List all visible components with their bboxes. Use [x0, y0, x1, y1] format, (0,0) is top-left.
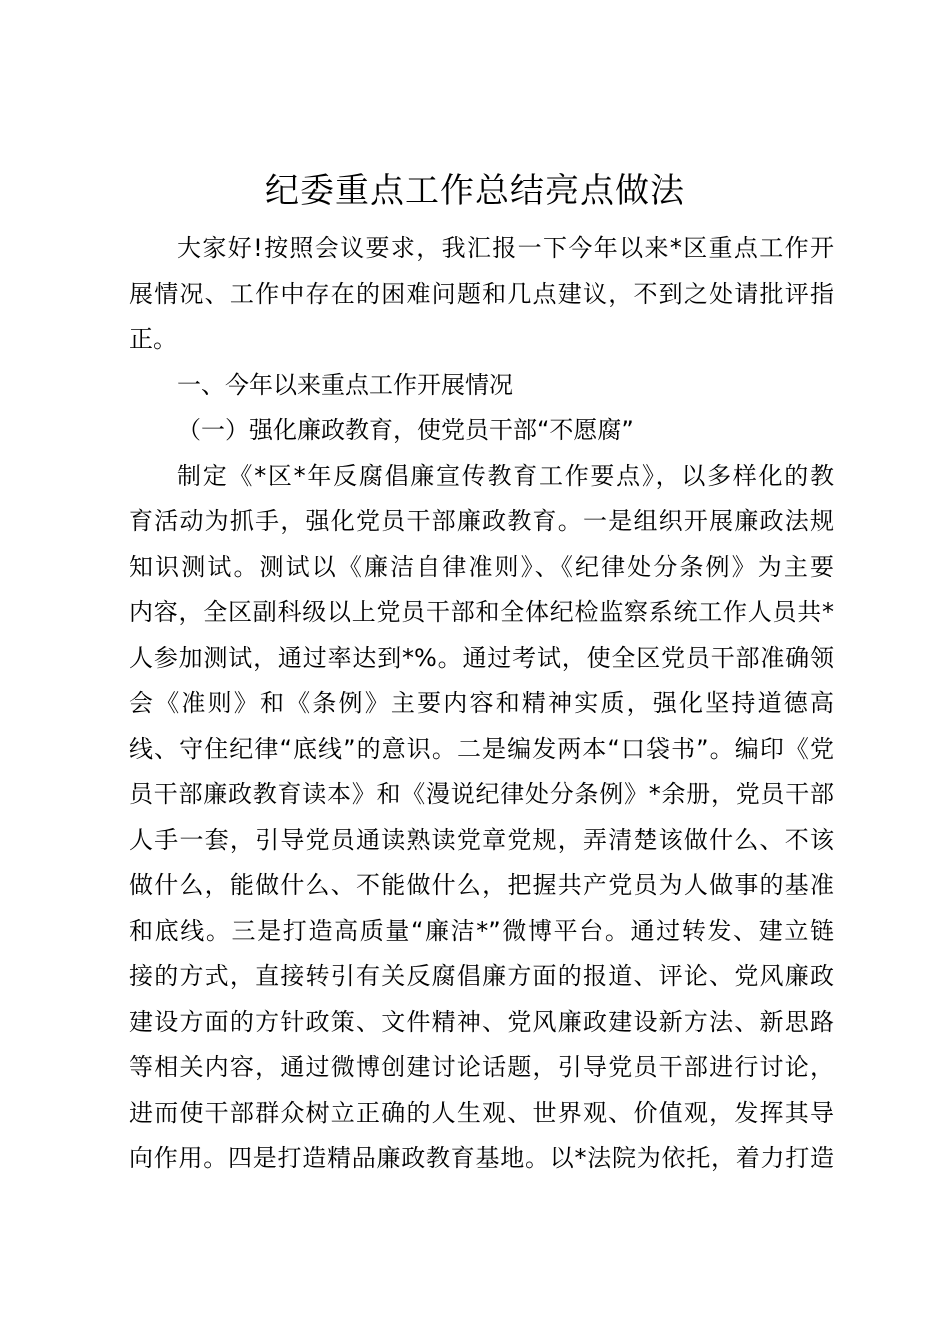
paragraph-line: 和底线。三是打造高质量“廉洁*”微博平台。通过转发、建立链 [129, 916, 834, 945]
paragraph-line: 接的方式，直接转引有关反腐倡廉方面的报道、评论、党风廉政 [129, 962, 834, 990]
paragraph-line: 人参加测试，通过率达到*%。通过考试，使全区党员干部准确领 [129, 643, 834, 672]
paragraph-line: 育活动为抓手，强化党员干部廉政教育。一是组织开展廉政法规 [129, 507, 834, 535]
paragraph-line: 向作用。四是打造精品廉政教育基地。以*法院为依托，着力打造 [129, 1144, 834, 1172]
paragraph-line: 做什么，能做什么、不能做什么，把握共产党员为人做事的基准 [129, 871, 834, 899]
paragraph-line: 建设方面的方针政策、文件精神、党风廉政建设新方法、新思路 [129, 1007, 834, 1036]
paragraph-line: 大家好!按照会议要求，我汇报一下今年以来*区重点工作开 [177, 234, 834, 262]
section-heading: 一、今年以来重点工作开展情况 [177, 370, 513, 399]
paragraph-line: 知识测试。测试以《廉洁自律准则》、《纪律处分条例》为主要 [129, 552, 834, 581]
document-body [129, 226, 834, 1182]
paragraph-line: 线、守住纪律“底线”的意识。二是编发两本“口袋书”。编印《党 [129, 734, 834, 763]
paragraph-line: 员干部廉政教育读本》和《漫说纪律处分条例》*余册，党员干部 [129, 780, 834, 808]
paragraph-line: 制定《*区*年反腐倡廉宣传教育工作要点》，以多样化的教 [177, 461, 834, 490]
paragraph-line: 内容，全区副科级以上党员干部和全体纪检监察系统工作人员共* [129, 598, 834, 626]
paragraph-line: 展情况、工作中存在的困难问题和几点建议，不到之处请批评指 [129, 279, 834, 308]
paragraph-line: 正。 [129, 325, 177, 353]
paragraph-line: 人手一套，引导党员通读熟读党章党规，弄清楚该做什么、不该 [129, 825, 834, 854]
paragraph-line: 会《准则》和《条例》主要内容和精神实质，强化坚持道德高 [129, 689, 834, 717]
subsection-heading: （一）强化廉政教育，使党员干部“不愿腐” [177, 416, 634, 444]
paragraph-line: 等相关内容，通过微博创建讨论话题，引导党员干部进行讨论， [129, 1053, 834, 1081]
paragraph-line: 进而使干部群众树立正确的人生观、世界观、价值观，发挥其导 [129, 1098, 834, 1127]
document-title: 纪委重点工作总结亮点做法 [265, 171, 685, 211]
